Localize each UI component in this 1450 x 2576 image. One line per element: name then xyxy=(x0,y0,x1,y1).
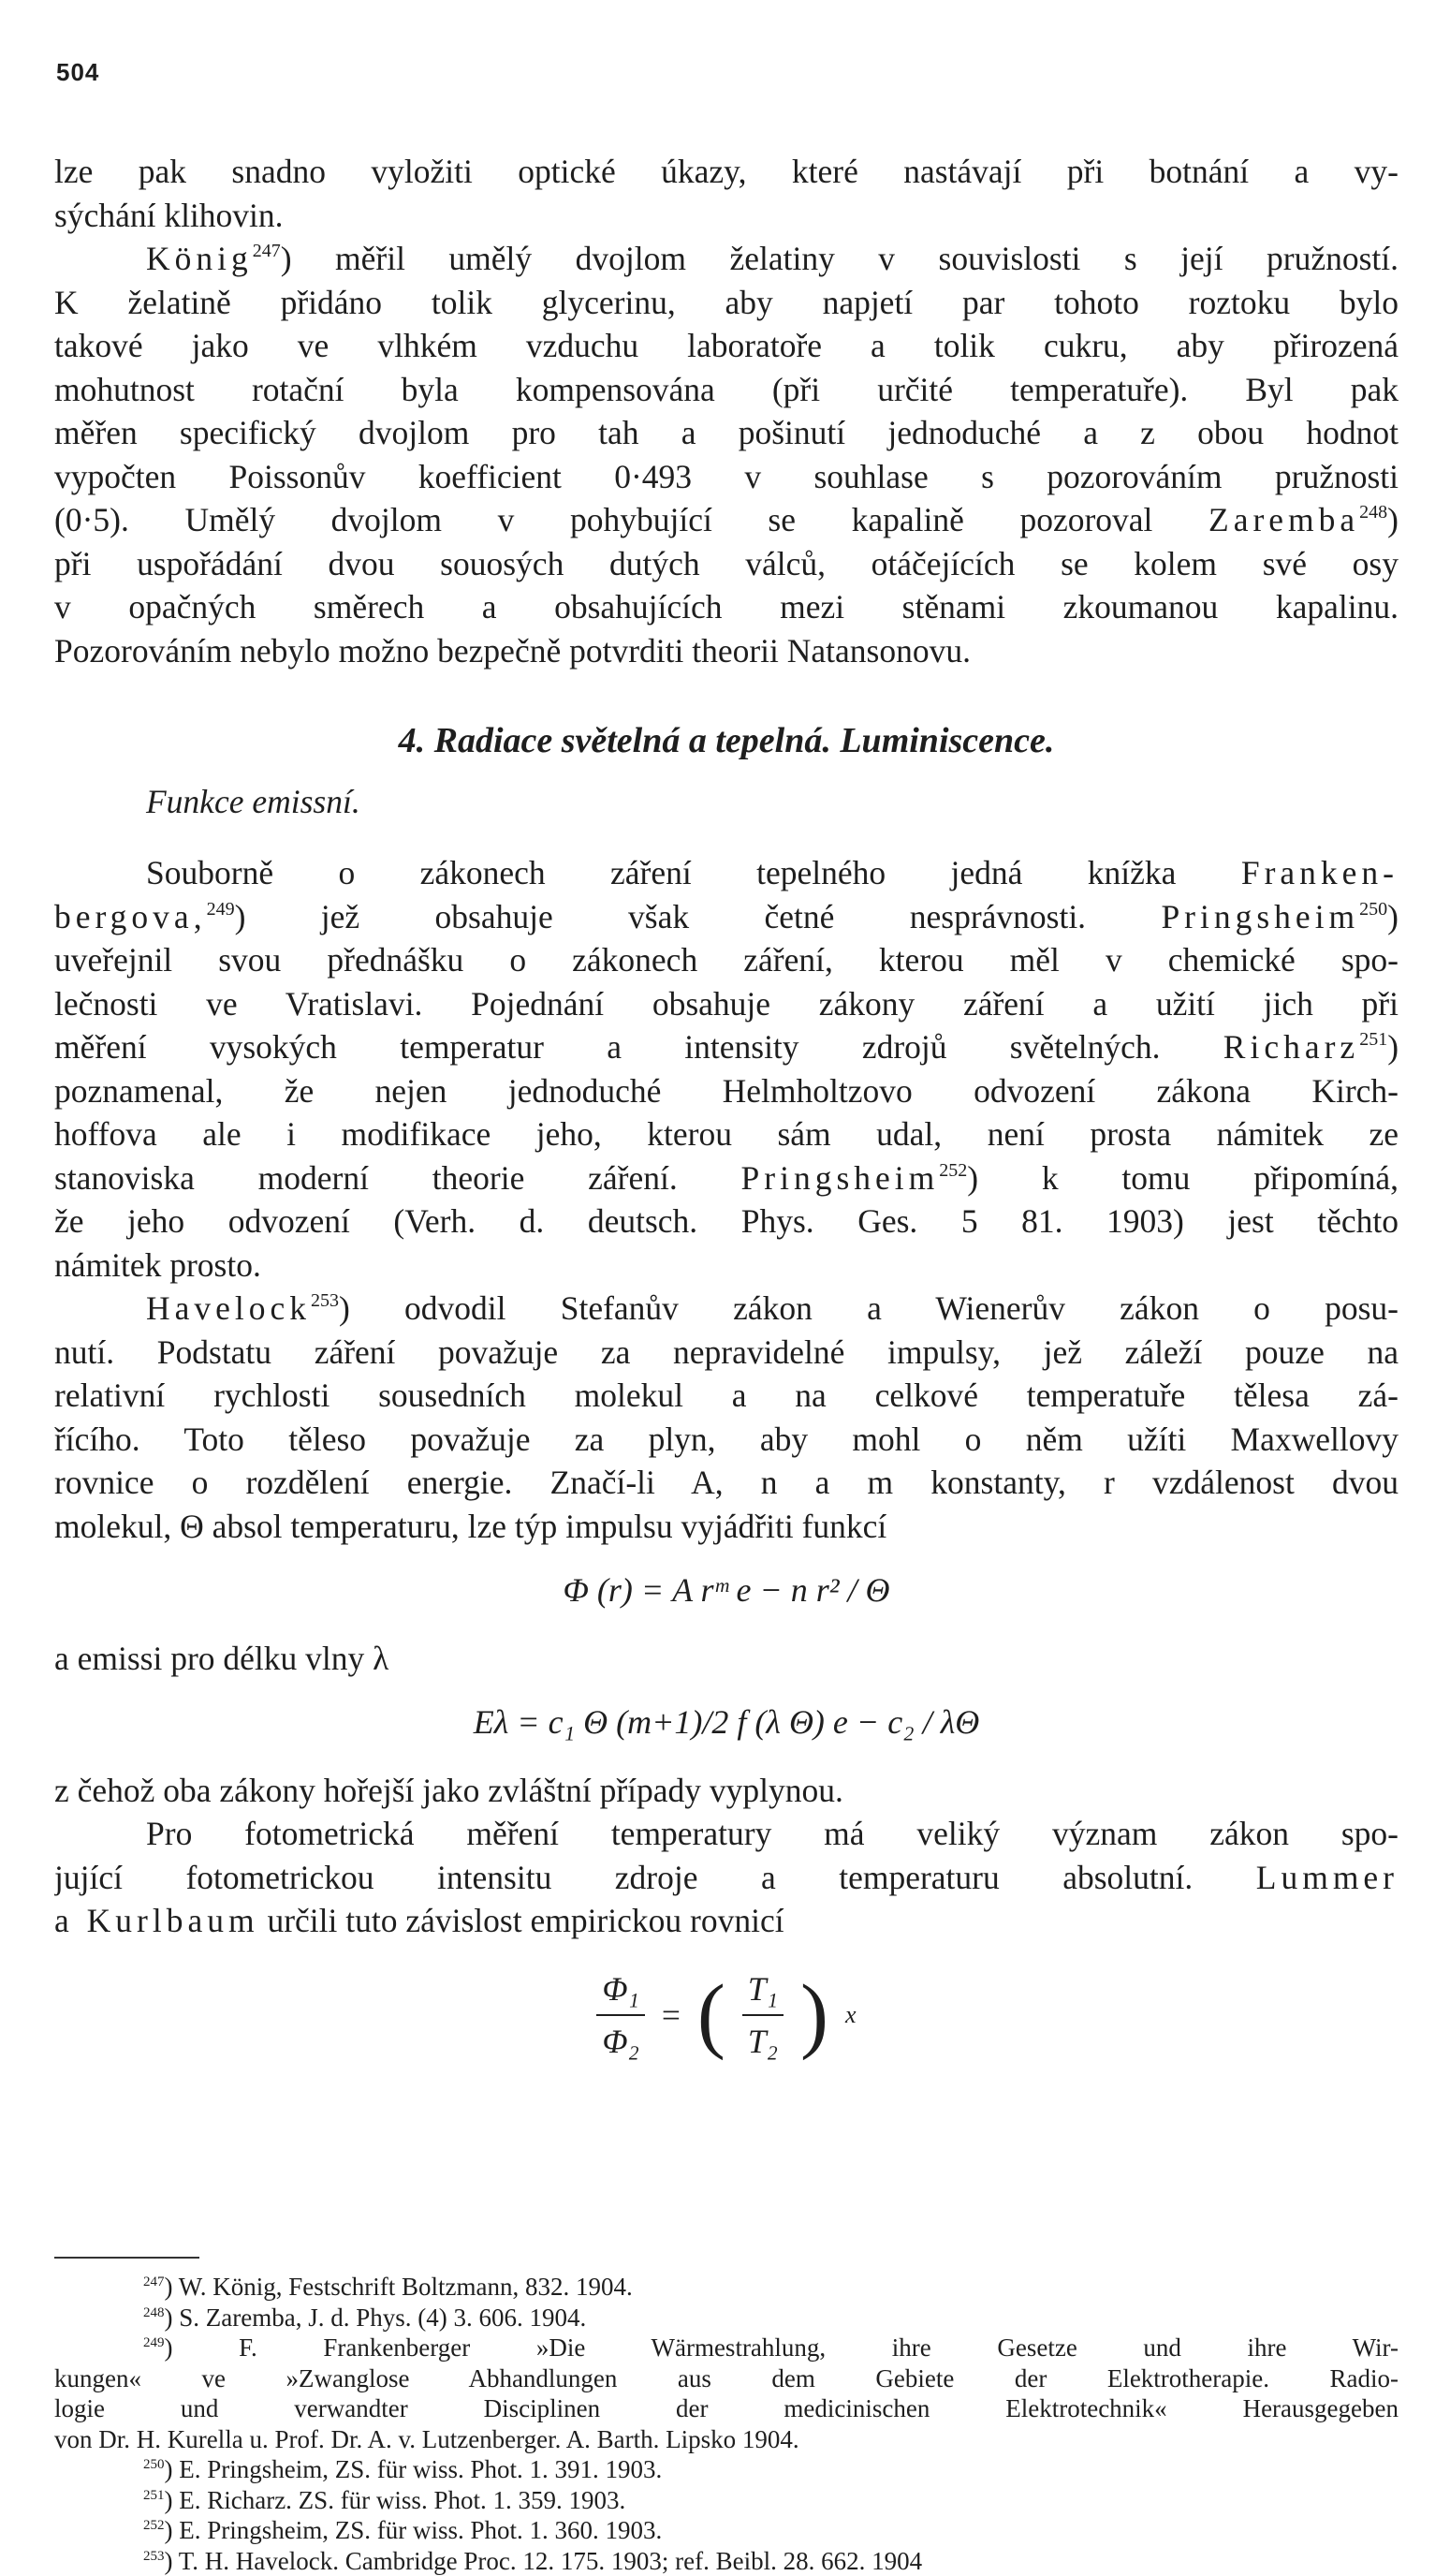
paragraph-line: měřen specifický dvojlom pro tah a pošinutí jednoduché a z obou hodnot xyxy=(54,411,1399,455)
footnote-continuation: logie und verwandter Disciplinen der medicinischen Elektrotechnik« Herausgegeben xyxy=(54,2393,1399,2424)
paragraph-line: relativní rychlosti sousedních molekul a na celkové temperatuře tělesa zá- xyxy=(54,1374,1399,1418)
fraction-numerator: Φ₁ xyxy=(596,1967,644,2017)
paragraph-line xyxy=(54,498,1399,542)
text-run: měření vysokých temperatur a intensity zdrojů světelných. xyxy=(54,1028,1161,1066)
author-name: Richarz xyxy=(1223,1028,1359,1066)
footnote-number: 249 xyxy=(143,2335,165,2350)
text-run: Souborně o zákonech záření tepelného jedná knížka xyxy=(146,854,1176,891)
formula-emission: Eλ = c₁ Θ (m+1)/2 f (λ Θ) e − c₂ / λΘ xyxy=(54,1700,1399,1744)
footnote-rule xyxy=(54,2257,199,2259)
subsection-heading: Funkce emissní. xyxy=(54,780,1399,824)
author-name: Zaremba xyxy=(1208,501,1359,538)
footnote-continuation: von Dr. H. Kurella u. Prof. Dr. A. v. Lutzenberger. A. Barth. Lipsko 1904. xyxy=(54,2424,1399,2455)
footnote-text: ) F. Frankenberger »Die Wärmestrahlung, ihre Gesetze und ihre Wir- xyxy=(165,2333,1399,2362)
footnote xyxy=(54,2485,1399,2516)
fraction-lhs xyxy=(596,1967,644,2064)
formula-lummer-kurlbaum: $\frac{\text{Φ₁}}{\text{Φ₂}}$ = ( $\frac{\text{T₁}}{\text{T₂}}$ ) x xyxy=(54,1967,1399,2064)
footnote-continuation: kungen« ve »Zwanglose Abhandlungen aus dem Gebiete der Elektrotherapie. Radio- xyxy=(54,2363,1399,2394)
footnote-ref: 249 xyxy=(207,899,235,920)
paragraph-line: řícího. Toto těleso považuje za plyn, aby mohl o něm užíti Maxwellovy xyxy=(54,1418,1399,1462)
paragraph-line xyxy=(54,851,1399,895)
text-run: ) k tomu připomíná, xyxy=(967,1159,1399,1197)
paragraph-line: lze pak snadno vyložiti optické úkazy, které nastávají při botnání a vy- xyxy=(54,150,1399,194)
fraction-numerator: T₁ xyxy=(742,1967,784,2017)
paren-open: ( xyxy=(697,1973,725,2057)
footnote-ref: 250 xyxy=(1359,899,1387,920)
footnote xyxy=(54,2546,1399,2576)
paragraph-line: nutí. Podstatu záření považuje za nepravidelné impulsy, jež záleží pouze na xyxy=(54,1331,1399,1375)
author-name: bergova, xyxy=(54,898,207,935)
paragraph-line xyxy=(54,1025,1399,1069)
paragraph-line xyxy=(54,1287,1399,1331)
footnote-number: 247 xyxy=(143,2274,165,2289)
paragraph-line: mohutnost rotační byla kompensována (při určité temperatuře). Byl pak xyxy=(54,368,1399,412)
paragraph-line: námitek prosto. xyxy=(54,1244,1399,1288)
paragraph-line: Pozorováním nebylo možno bezpečně potvrditi theorii Natansonovu. xyxy=(54,629,1399,673)
paragraph-line: při uspořádání dvou souosých dutých válců, otáčejících se kolem své osy xyxy=(54,542,1399,586)
text-run: ) xyxy=(1387,898,1399,935)
page-number: 504 xyxy=(56,58,99,87)
fraction-denominator: T₂ xyxy=(742,2016,784,2064)
paragraph-line: rovnice o rozdělení energie. Značí-li A, n a m konstanty, r vzdálenost dvou xyxy=(54,1461,1399,1505)
footnote-text: ) W. König, Festschrift Boltzmann, 832. 1904. xyxy=(165,2273,633,2301)
author-name: Franken- xyxy=(1241,854,1399,891)
fraction-rhs xyxy=(742,1967,784,2064)
paragraph-line: že jeho odvození (Verh. d. deutsch. Phys. Ges. 5 81. 1903) jest těchto xyxy=(54,1200,1399,1244)
footnote xyxy=(54,2333,1399,2363)
text-run: ) jež obsahuje však četné nesprávnosti. xyxy=(235,898,1086,935)
paragraph-line: K želatině přidáno tolik glycerinu, aby napjetí par tohoto roztoku bylo xyxy=(54,281,1399,325)
paragraph-line: lečnosti ve Vratislavi. Pojednání obsahuje zákony záření a užití jich při xyxy=(54,982,1399,1026)
author-name: Pringsheim xyxy=(741,1159,940,1197)
author-name: Lummer xyxy=(1256,1859,1399,1896)
footnote-number: 252 xyxy=(143,2518,165,2533)
text-run: určili tuto závislost empirickou rovnicí xyxy=(267,1902,784,1939)
paragraph-line: uveřejnil svou přednášku o zákonech záření, kterou měl v chemické spo- xyxy=(54,938,1399,982)
paragraph-line xyxy=(54,1856,1399,1900)
footnotes xyxy=(54,2272,1399,2576)
paragraph-line xyxy=(54,1156,1399,1200)
text-run: jující fotometrickou intensitu zdroje a temperaturu absolutní. xyxy=(54,1859,1193,1896)
text-run: ) měřil umělý dvojlom želatiny v souvislosti s její pružností. xyxy=(281,240,1399,277)
paragraph-line xyxy=(54,1899,1399,1943)
paragraph-line xyxy=(54,895,1399,939)
equals-sign: = xyxy=(662,1994,681,2038)
footnote xyxy=(54,2454,1399,2485)
footnote xyxy=(54,2515,1399,2546)
footnote xyxy=(54,2272,1399,2303)
footnote-text: ) E. Richarz. ZS. für wiss. Phot. 1. 359. 1903. xyxy=(165,2486,626,2514)
footnote xyxy=(54,2303,1399,2333)
paragraph-line: Pro fotometrická měření temperatury má veliký význam zákon spo- xyxy=(54,1812,1399,1856)
footnote-text: ) S. Zaremba, J. d. Phys. (4) 3. 606. 1904. xyxy=(165,2304,587,2332)
section-heading: 4. Radiace světelná a tepelná. Luminiscence. xyxy=(54,719,1399,763)
paren-close: ) xyxy=(800,1973,828,2057)
author-name: König xyxy=(146,240,253,277)
fraction-denominator: Φ₂ xyxy=(596,2016,644,2064)
paragraph-line: vypočten Poissonův koefficient 0·493 v souhlase s pozorováním pružnosti xyxy=(54,455,1399,499)
footnote-number: 248 xyxy=(143,2305,165,2320)
text-run: (0·5). Umělý dvojlom v pohybující se kapalině pozoroval xyxy=(54,501,1152,538)
paragraph-line: takové jako ve vlhkém vzduchu laboratoře a tolik cukru, aby přirozená xyxy=(54,324,1399,368)
footnote-ref: 252 xyxy=(939,1160,967,1181)
footnote-ref: 247 xyxy=(253,241,281,261)
text-run: stanoviska moderní theorie záření. xyxy=(54,1159,678,1197)
footnote-number: 250 xyxy=(143,2457,165,2472)
footnote-text: ) E. Pringsheim, ZS. für wiss. Phot. 1. 391. 1903. xyxy=(165,2455,663,2483)
author-name: Havelock xyxy=(146,1289,311,1327)
footnote-text: ) E. Pringsheim, ZS. für wiss. Phot. 1. 360. 1903. xyxy=(165,2516,663,2544)
paragraph-line: hoffova ale i modifikace jeho, kterou sám udal, není prosta námitek ze xyxy=(54,1112,1399,1156)
author-name: a Kurlbaum xyxy=(54,1902,259,1939)
footnote-text: ) T. H. Havelock. Cambridge Proc. 12. 175. 1903; ref. Beibl. 28. 662. 1904 xyxy=(165,2547,923,2575)
paragraph-line: poznamenal, že nejen jednoduché Helmholtzovo odvození zákona Kirch- xyxy=(54,1069,1399,1113)
paragraph-line: molekul, Θ absol temperaturu, lze týp impulsu vyjádřiti funkcí xyxy=(54,1505,1399,1549)
footnote-ref: 248 xyxy=(1359,502,1387,523)
text-run: ) xyxy=(1387,1028,1399,1066)
formula-impulse: Φ (r) = A rᵐ e − n r² / Θ xyxy=(54,1568,1399,1612)
text-run: ) odvodil Stefanův zákon a Wienerův zákon o posu- xyxy=(339,1289,1399,1327)
footnote-number: 251 xyxy=(143,2488,165,2503)
paragraph-line: a emissi pro délku vlny λ xyxy=(54,1637,1399,1681)
footnote-ref: 253 xyxy=(311,1290,339,1311)
body-text xyxy=(54,150,1399,2073)
footnote-ref: 251 xyxy=(1359,1029,1387,1050)
footnote-number: 253 xyxy=(143,2549,165,2564)
text-run: ) xyxy=(1387,501,1399,538)
author-name: Pringsheim xyxy=(1161,898,1359,935)
paragraph-line: v opačných směrech a obsahujících mezi stěnami zkoumanou kapalinu. xyxy=(54,585,1399,629)
paragraph-line: z čehož oba zákony hořejší jako zvláštní případy vyplynou. xyxy=(54,1769,1399,1813)
paragraph-line xyxy=(54,237,1399,281)
paragraph-line: sýchání klihovin. xyxy=(54,194,1399,238)
